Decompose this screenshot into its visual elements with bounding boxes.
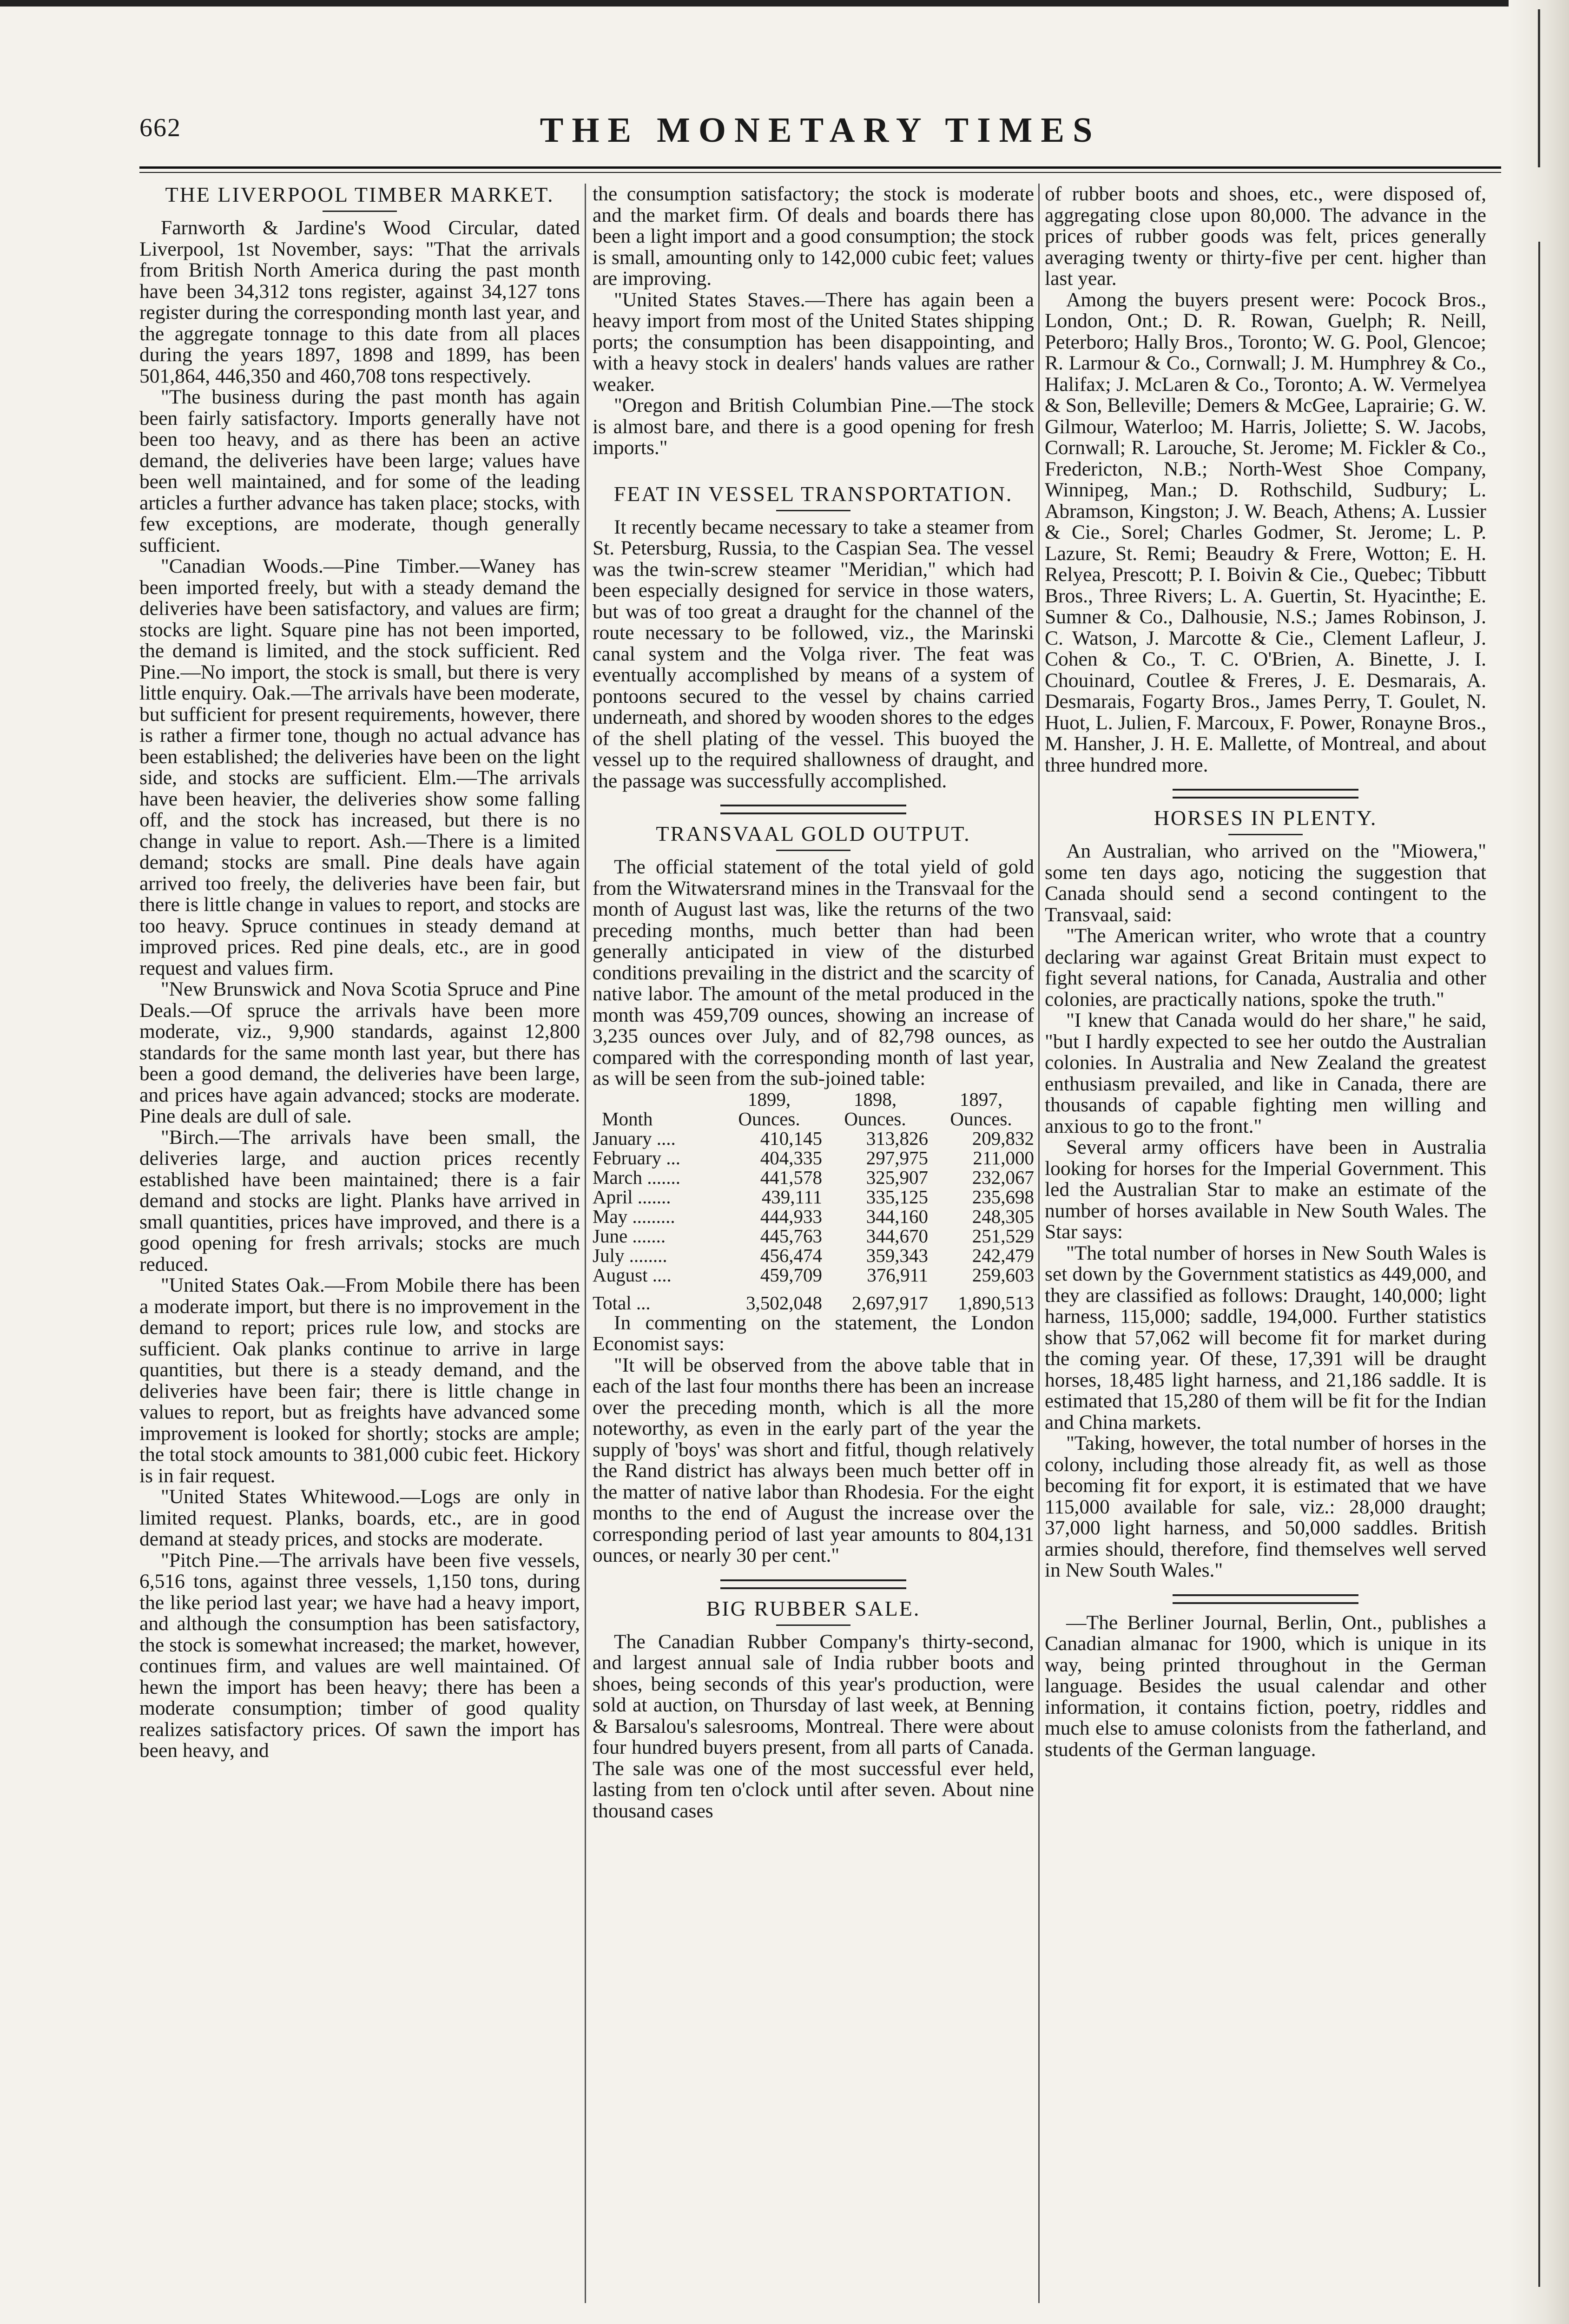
transvaal-paragraph: The official statement of the total yield of gold from the Witwatersrand mines in the Transvaal for the month of August last was, like the returns of the two preceding months, much better than had been generally anticipated in view of the disturbed conditions prevailing in the district and the scarcity of native labor. The amount of the metal produced in the month was 459,709 ounces, showing an increase of 3,235 ounces over July, and of 82,798 ounces, as compared with the corresponding month of last year, as will be seen from the sub-joined table:: [593, 856, 1034, 1089]
month-cell: January ....: [593, 1127, 676, 1149]
total-cell: 2,697,917: [852, 1292, 928, 1314]
value-cell: 459,709: [760, 1264, 822, 1286]
column-2: [593, 184, 1034, 2303]
value-cell: 376,911: [867, 1264, 928, 1286]
article-separator: [720, 1579, 906, 1589]
liverpool-paragraph: "New Brunswick and Nova Scotia Spruce and Pine Deals.—Of spruce the arrivals have been more moderate, viz., 9,900 standards, against 12,800 standards for the same month last year, but there has been a good demand, the deliveries have been large, and prices have again advanced; stocks are moderate. Pine deals are dull of sale.: [139, 978, 580, 1127]
horses-heading: HORSES IN PLENTY.: [1154, 806, 1378, 830]
page-header: [139, 113, 1501, 150]
value-cell: 444,933: [760, 1205, 822, 1227]
liverpool-paragraph: "The business during the past month has again been fairly satisfactory. Imports generally have not been too heavy, and as there has been an active demand, the deliveries have been large; values have been well maintained, and for some of the leading articles a further advance has taken place; stocks, with few exceptions, are moderate, though generally sufficient.: [139, 386, 580, 556]
article-separator: [1173, 1594, 1358, 1604]
liverpool-paragraph: Farnworth & Jardine's Wood Circular, dated Liverpool, 1st November, says: "That the arrivals from British North America during the past month have been 34,312 tons register, against 34,127 tons register during the corresponding month last year, and the aggregate tonnage to this date from all places during the years 1897, 1898 and 1899, has been 501,864, 446,350 and 460,708 tons respectively.: [139, 217, 580, 387]
value-cell: 441,578: [760, 1166, 822, 1188]
table-row: [593, 1246, 1034, 1265]
liverpool-paragraph: "United States Whitewood.—Logs are only in limited request. Planks, boards, etc., are in good demand at steady prices, and stocks are moderate.: [139, 1486, 580, 1550]
gold-output-table: [593, 1089, 1034, 1313]
liverpool-paragraph: "United States Staves.—There has again been a heavy import from most of the United States shipping ports; the consumption has been disappointing, and with a heavy stock in dealers' hands values are rather weaker.: [593, 288, 1034, 396]
liverpool-paragraph: the consumption satisfactory; the stock is moderate and the market firm. Of deals and boards there has been a light import and a good consumption; the stock is small, amounting only to 142,000 cubic feet; values are improving.: [593, 184, 1034, 290]
table-header-row: [593, 1109, 1034, 1129]
liverpool-paragraph: "Oregon and British Columbian Pine.—The stock is almost bare, and there is a good opening for fresh imports.": [593, 394, 1034, 459]
unit-header: Ounces.: [844, 1108, 906, 1129]
liverpool-paragraph: "Canadian Woods.—Pine Timber.—Waney has been imported freely, but with a steady demand the deliveries have been satisfactory, and values are firm; stocks are light. Square pine has not been imported, the demand is limited, and the stock sufficient. Red Pine.—No import, the stock is small, but there is very little enquiry. Oak.—The arrivals have been moderate, but sufficient for present requirements, however, there is rather a firmer tone, though no actual advance has been established; the deliveries have been on the light side, and stocks are sufficient. Elm.—The arrivals have been heavier, the deliveries show some falling off, and the stock has increased, but there is no change in value to report. Ash.—There is a limited demand; stocks are small. Pine deals have again arrived too freely, the deliveries have been fair, but there is little change in values to report, and stocks are too heavy. Spruce continues in steady demand at improved prices. Red pine deals, etc., are in good request and values firm.: [139, 555, 580, 979]
heading-rule: [776, 850, 850, 851]
table-row: [593, 1207, 1034, 1226]
value-cell: 209,832: [972, 1127, 1034, 1149]
liverpool-paragraph: "Birch.—The arrivals have been small, the deliveries large, and auction prices recently established have been maintained; there is a fair demand and stocks are light. Planks have arrived in small quantities, prices have improved, and there is a good opening for fresh arrivals; stocks are much reduced.: [139, 1126, 580, 1275]
table-header-row: [593, 1089, 1034, 1109]
horses-paragraph: "Taking, however, the total number of horses in the colony, including those already fit, as well as those becoming fit for export, it is estimated that we have 115,000 available for sale, viz.: 28,000 draught; 37,000 light harness, and 50,000 saddles. British armies should, therefore, find themselves well served in New South Wales.": [1045, 1432, 1486, 1581]
total-cell: 3,502,048: [746, 1292, 822, 1314]
table-row: [593, 1148, 1034, 1168]
value-cell: 251,529: [972, 1225, 1034, 1247]
liverpool-paragraph: "Pitch Pine.—The arrivals have been five vessels, 6,516 tons, against three vessels, 1,150 tons, during the like period last year; we have had a heavy import, and although the consumption has been satisfactory, the stock is somewhat increased; the market, however, continues firm, and values are well maintained. Of hewn the import has been heavy; there has been a moderate consumption; timber of good quality realizes satisfactory prices. Of sawn the import has been heavy, and: [139, 1549, 580, 1762]
value-cell: 404,335: [760, 1147, 822, 1169]
month-column-header: Month: [602, 1108, 653, 1129]
transvaal-paragraph: In commenting on the statement, the London Economist says:: [593, 1311, 1034, 1355]
month-cell: July ........: [593, 1244, 667, 1266]
year-header: 1897,: [959, 1088, 1003, 1110]
unit-header: Ounces.: [950, 1108, 1012, 1129]
month-cell: March .......: [593, 1166, 681, 1188]
year-header: 1898,: [853, 1088, 897, 1110]
value-cell: 235,698: [972, 1186, 1034, 1208]
value-cell: 344,160: [866, 1205, 928, 1227]
table-row: [593, 1168, 1034, 1187]
month-cell: February ...: [593, 1147, 681, 1169]
value-cell: 259,603: [972, 1264, 1034, 1286]
heading-rule: [776, 1624, 850, 1626]
column-3: [1045, 184, 1486, 2303]
heading-rule: [776, 510, 850, 511]
value-cell: 325,907: [866, 1166, 928, 1188]
horses-paragraph: An Australian, who arrived on the "Miowera," some ten days ago, noticing the suggestion that Canada should send a second contingent to the Transvaal, said:: [1045, 840, 1486, 926]
horses-paragraph: "The total number of horses in New South Wales is set down by the Government statistics as 449,000, and they are classified as follows: Draught, 140,000; light harness, 115,000; saddle, 194,000. Further statistics show that 57,062 will become fit for market during the coming year. Of these, 17,391 will be draught horses, 18,485 light harness, and 21,186 saddle. It is estimated that 15,280 of them will be fit for the Indian and China markets.: [1045, 1241, 1486, 1433]
value-cell: 344,670: [866, 1225, 928, 1247]
feat-paragraph: It recently became necessary to take a steamer from St. Petersburg, Russia, to the Caspian Sea. The vessel was the twin-screw steamer "Meridian," which had been especially designed for service in those waters, but was of too great a draught for the channel of the route necessary to be followed, viz., the Marinski canal system and the Volga river. The feat was eventually accomplished by means of a system of pontoons secured to the vessel by chains carried underneath, and shored by wooden shores to the edges of the shell plating of the vessel. This buoyed the vessel up to the required shallowness of draught, and the passage was successfully accomplished.: [593, 515, 1034, 792]
value-cell: 445,763: [760, 1225, 822, 1247]
value-cell: 456,474: [760, 1244, 822, 1266]
value-cell: 211,000: [973, 1147, 1034, 1169]
article-separator: [720, 805, 906, 814]
total-cell: 1,890,513: [958, 1292, 1034, 1314]
article-separator: [1173, 789, 1358, 799]
month-cell: May .........: [593, 1205, 675, 1227]
publication-title: THE MONETARY TIMES: [540, 111, 1101, 150]
header-rule-bottom: [139, 172, 1501, 173]
table-row: [593, 1129, 1034, 1148]
value-cell: 439,111: [761, 1186, 822, 1208]
edge-binding-line: [1538, 242, 1540, 2287]
transvaal-paragraph: "It will be observed from the above table that in each of the last four months there has been an increase over the preceding month, which is all the more noteworthy, as even in the early part of the year the supply of 'boys' was short and fitful, though relatively the Rand district has always been much better off in the matter of native labor than Rhodesia. For the eight months to the end of August the increase over the corresponding period of last year amounts to 804,131 ounces, or nearly 30 per cent.": [593, 1353, 1034, 1566]
header-rule-top: [139, 166, 1501, 169]
horses-paragraph: "The American writer, who wrote that a country declaring war against Great Britain must expect to fight several nations, for Canada, Australia and other colonies, are practically nations, spoke the truth.": [1045, 924, 1486, 1010]
table-total-row: [593, 1285, 1034, 1313]
horses-paragraph: Several army officers have been in Australia looking for horses for the Imperial Government. This led the Australian Star to make an estimate of the number of horses available in New South Wales. The Star says:: [1045, 1136, 1486, 1243]
value-cell: 410,145: [760, 1127, 822, 1149]
table-row: [593, 1226, 1034, 1246]
heading-rule: [323, 211, 397, 212]
feat-heading: FEAT IN VESSEL TRANSPORTATION.: [613, 482, 1013, 506]
liverpool-heading: THE LIVERPOOL TIMBER MARKET.: [165, 184, 554, 206]
rubber-heading: BIG RUBBER SALE.: [706, 1596, 921, 1620]
edge-binding-mark: [1538, 9, 1540, 167]
total-label: Total ...: [593, 1292, 651, 1314]
top-border: [0, 0, 1509, 7]
table-row: [593, 1265, 1034, 1285]
month-cell: June .......: [593, 1225, 666, 1247]
heading-rule: [1228, 834, 1303, 835]
liverpool-paragraph: "United States Oak.—From Mobile there has been a moderate import, but there is no improvement in the demand to report; prices rule low, and stocks are sufficient. Oak planks continue to arrive in large quantities, but there is a steady demand, and the deliveries have been fair; there is little change in values to report, but as freights have advanced some improvement is looked for shortly; stocks are ample; the total stock amounts to 381,000 cubic feet. Hickory is in fair request.: [139, 1274, 580, 1487]
value-cell: 313,826: [866, 1127, 928, 1149]
value-cell: 242,479: [972, 1244, 1034, 1266]
article-gap: [593, 459, 1034, 483]
table-row: [593, 1187, 1034, 1207]
value-cell: 232,067: [972, 1166, 1034, 1188]
column-divider-1: [585, 184, 586, 2303]
berliner-paragraph: —The Berliner Journal, Berlin, Ont., publishes a Canadian almanac for 1900, which is unique in its way, being printed throughout in the German language. Besides the usual calendar and other information, it contains fiction, poetry, riddles and much else to amuse colonists from the fatherland, and students of the German language.: [1045, 1611, 1486, 1761]
rubber-paragraph: Among the buyers present were: Pocock Bros., London, Ont.; D. R. Rowan, Guelph; R. Neill, Peterboro; Hally Bros., Toronto; W. G. Pool, Glencoe; R. Larmour & Co., Cornwall; J. M. Humphrey & Co., Halifax; J. McLaren & Co., Toronto; A. W. Vermelyea & Son, Belleville; Demers & McGee, Laprairie; G. W. Gilmour, Waterloo; M. Harris, Joliette; S. W. Jacobs, Cornwall; R. Larouche, St. Jerome; M. Fickler & Co., Fredericton, N.B.; North-West Shoe Company, Winnipeg, Man.; D. Rothschild, Sudbury; L. Abramson, Kingston; J. W. Beach, Athens; A. Lussier & Cie., Sorel; Charles Godmer, St. Jerome; L. P. Lazure, St. Remi; Beaudry & Frere, Wotton; E. H. Relyea, Prescott; P. I. Boivin & Cie., Quebec; Tibbutt Bros., Three Rivers; L. A. Guertin, St. Hyacinthe; E. Sumner & Co., Dalhousie, N.S.; James Robinson, J. C. Watson, J. Marcotte & Cie., Clement Lafleur, J. Cohen & Co., T. C. O'Brien, A. Binette, J. I. Chouinard, Coutlee & Freres, J. E. Desmarais, A. Desmarais, Fogarty Bros., James Perry, T. Goulet, N. Huot, L. Julien, F. Marcoux, F. Power, Ronayne Bros., M. Hansher, J. H. E. Mallette, of Montreal, and about three hundred more.: [1045, 288, 1486, 776]
horses-paragraph: "I knew that Canada would do her share," he said, "but I hardly expected to see her outdo the Australian colonies. In Australia and New Zealand the greatest enthusiasm prevailed, and like in Canada, there are thousands of capable fighting men willing and anxious to go to the front.": [1045, 1009, 1486, 1137]
rubber-paragraph: The Canadian Rubber Company's thirty-second, and largest annual sale of India rubber boots and shoes, being seconds of this year's production, were sold at auction, on Thursday of last week, at Benning & Barsalou's salesrooms, Montreal. There were about four hundred buyers present, from all parts of Canada. The sale was one of the most successful ever held, lasting from ten o'clock until after seven. About nine thousand cases: [593, 1630, 1034, 1822]
column-divider-2: [1038, 184, 1040, 2303]
column-1: [139, 184, 580, 2303]
transvaal-heading: TRANSVAAL GOLD OUTPUT.: [656, 822, 971, 845]
month-cell: August ....: [593, 1264, 672, 1286]
rubber-paragraph: of rubber boots and shoes, etc., were disposed of, aggregating close upon 80,000. The advance in the prices of rubber goods was felt, prices generally averaging twenty or thirty-five per cent. higher than last year.: [1045, 184, 1486, 290]
value-cell: 335,125: [866, 1186, 928, 1208]
value-cell: 359,343: [866, 1244, 928, 1266]
page-number: 662: [139, 113, 181, 142]
value-cell: 297,975: [866, 1147, 928, 1169]
value-cell: 248,305: [972, 1205, 1034, 1227]
year-header: 1899,: [747, 1088, 791, 1110]
month-cell: April .......: [593, 1186, 671, 1208]
unit-header: Ounces.: [738, 1108, 800, 1129]
